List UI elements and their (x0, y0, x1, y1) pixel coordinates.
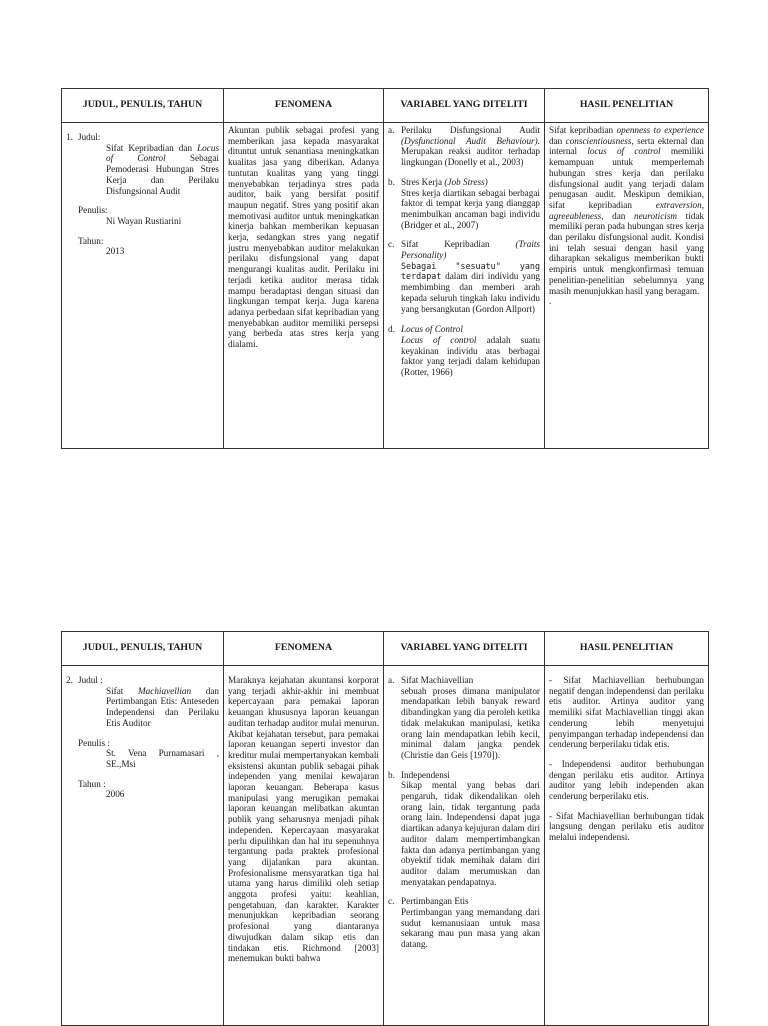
cell-judul (62, 666, 224, 1026)
header-hasil: HASIL PENELITIAN (545, 632, 709, 666)
cell-variabel (384, 123, 545, 449)
header-hasil: HASIL PENELITIAN (545, 89, 709, 123)
hasil-text: Sifat kepribadian openness to experience dan conscientiousness, serta ekternal dan internal locus of control memiliki kemampuan untuk memperlemah hubungan stres kerja dan perilaku disfungsional audit yang terjadi dalam penugasan audit. Meskipun demikian, sifat kepribadian extraversion, agreeableness, dan neuroticism tidak memiliki peran pada hubungan stres kerja dan perilaku disfungsional audit. Kondisi ini telah sesuai dengan hasil yang diharapkan sekaligus memberikan bukti empiris untuk mengkonfirmasi temuan penelitian-penelitian sebelumnya yang masih menunjukkan hasil yang beragam. (549, 125, 705, 296)
judul-label: Judul: (78, 132, 101, 142)
list-item: d. Locus of Control Locus of control adalah suatu keyakinan individu atas berbagai faktor yang terjadi dalam kehidupan (Rotter, 1966) (388, 324, 541, 378)
cell-judul (62, 123, 224, 449)
tahun-value: 2006 (106, 789, 125, 800)
tahun-label: Tahun: (78, 235, 104, 246)
research-table-1 (61, 88, 709, 449)
header-variabel: VARIABEL YANG DITELITI (384, 632, 545, 666)
hasil-point: - Sifat Machiavellian berhubungan negatif dengan independensi dan perilaku etis auditor. Artinya auditor yang memiliki sifat Machiavellian tinggi akan cenderung lebih menyetujui penyimpangan terhadap independensi dan cenderung berperilaku tidak etis. (549, 675, 704, 750)
tahun-value: 2013 (106, 246, 125, 257)
penulis-name: St. Vena Purnamasari , SE.,Msi (106, 748, 219, 769)
header-judul: JUDUL, PENULIS, TAHUN (62, 632, 224, 666)
judul-label: Judul : (78, 675, 103, 685)
row-number: 1. (66, 132, 73, 142)
penulis-name: Ni Wayan Rustiarini (106, 215, 182, 226)
list-item: c. Sifat Kepribadian (Traits Personality) Sebagai "sesuatu" yang terdapat dalam diri individu yang membimbing dan memberi arah kepada seluruh tingkah laku individu yang bersangkutan (Gordon Allport) (388, 239, 541, 314)
cell-hasil (545, 666, 709, 1026)
header-judul: JUDUL, PENULIS, TAHUN (62, 89, 224, 123)
fenomena-text: Akuntan publik sebagai profesi yang memberikan jasa kepada masyarakat dituntut untuk senantiasa meningkatkan kualitas jasa yang diberikan. Adanya tuntutan kualitas yang yang tinggi menyebabkan terjadinya stres pada auditor, baik yang bersifat positif maupun negatif. Stres yang positif akan memotivasi auditor untuk meningkatkan kinerja bahkan memberikan kepuasan kerja, sedangkan stres yang negatif justru menyebabkan auditor melakukan perilaku disfungsional yang dapat mengurangi kualitas audit. Perilaku ini terjadi ketika auditor merasa tidak mampu beradaptasi dengan situasi dan lingkungan tempat kerja. Juga karena adanya perbedaan sifat kepribadian yang menyebabkan auditor memiliki persepsi yang berbeda atas stres kerja yang dialami. (228, 125, 379, 350)
hasil-point: - Sifat Machiavellian berhubungan tidak langsung dengan perilaku etis auditor melalui independensi. (549, 810, 704, 843)
cell-fenomena (224, 666, 384, 1026)
list-item: a. Perilaku Disfungsional Audit (Dysfunctional Audit Behaviour). Merupakan reaksi auditor terhadap lingkungan (Donelly et al., 2003) (388, 125, 540, 168)
study-title: Sifat Machiavellian dan Pertimbangan Etis: Anteseden Independensi dan Perilaku Etis Auditor (106, 685, 220, 728)
header-fenomena: FENOMENA (224, 89, 384, 123)
tahun-label: Tahun : (78, 778, 106, 789)
list-item: c. Pertimbangan Etis Pertimbangan yang memandang dari sudut kemanusiaan untuk masa sekarang mau pun masa yang akan datang. (388, 896, 540, 950)
cell-hasil (545, 123, 709, 449)
cell-fenomena (224, 123, 384, 449)
list-item: b. Stres Kerja (Job Stress) Stres kerja diartikan sebagai berbagai faktor di tempat kerja yang dianggap menimbulkan ancaman bagi individu (Bridger et al., 2007) (388, 176, 540, 230)
research-table-2 (61, 631, 709, 1026)
fenomena-text: Maraknya kejahatan akuntansi korporat yang terjadi akhir-akhir ini membuat kepercayaan para pemakai laporan keuangan khususnya laporan keuangan auditan terhadap auditor mulai menurun. Akibat kejahatan tersebut, para pemakai laporan keuangan seperti investor dan kreditur mulai mempertanyakan kembali eksistensi akuntan publik sebagai pihak independen yang menilai kewajaran laporan keuangan. Beberapa kasus manipulasi yang merugikan pemakai laporan keuangan melibatkan akuntan publik yang seharusnya menjadi pihak independen. Kepercayaan masyarakat perlu dipulihkan dan hal itu sepenuhnya tergantung pada praktek profesional yang dijalankan para akuntan. Profesionalisme mensyaratkan tiga hal utama yang harus dimiliki oleh setiap anggota profesi yaitu: keahlian, pengetahuan, dan karakter. Karakter menunjukkan kepribadian seorang profesional yang diantaranya diwujudkan dalam sikap etis dan tindakan etis. Richmond [2003] menemukan bukti bahwa (228, 675, 379, 964)
table-header-row (62, 89, 709, 123)
cell-variabel (384, 666, 545, 1026)
list-item: a. Sifat Machiavellian sebuah proses dimana manipulator mendapatkan lebih banyak reward dibandingkan yang dia peroleh ketika tidak melakukan manipulasi, ketika orang lain mendapatkan lebih kecil, minimal dalam jangka pendek (Christie dan Geis [1970]). (388, 675, 540, 760)
study-title: Sifat Kepribadian dan Locus of Control Sebagai Pemoderasi Hubungan Stres Kerja dan Perilaku Disfungsional Audit (106, 142, 220, 196)
header-fenomena: FENOMENA (224, 632, 384, 666)
hasil-point: - Independensi auditor berhubungan dengan perilaku etis auditor. Artinya auditor yang lebih independen akan cenderung berperilaku etis. (549, 758, 704, 802)
header-variabel: VARIABEL YANG DITELITI (384, 89, 545, 123)
penulis-label: Penulis: (78, 205, 108, 216)
penulis-label: Penulis : (78, 737, 110, 748)
table-row (62, 123, 709, 449)
list-item: b. Independensi Sikap mental yang bebas dari pengaruh, tidak dikendalikan oleh orang lain, tidak tergantung pada orang lain. Independensi dapat juga diartikan adanya kejujuran dalam diri auditor dalam mempertimbangkan fakta dan adanya pertimbangan yang obyektif tidak memihak dalam diri auditor dalam merumuskan dan menyatakan pendapatnya. (388, 769, 540, 887)
row-number: 2. (66, 675, 73, 685)
table-header-row (62, 632, 709, 666)
table-row (62, 666, 709, 1026)
hasil-dot: . (549, 296, 552, 307)
